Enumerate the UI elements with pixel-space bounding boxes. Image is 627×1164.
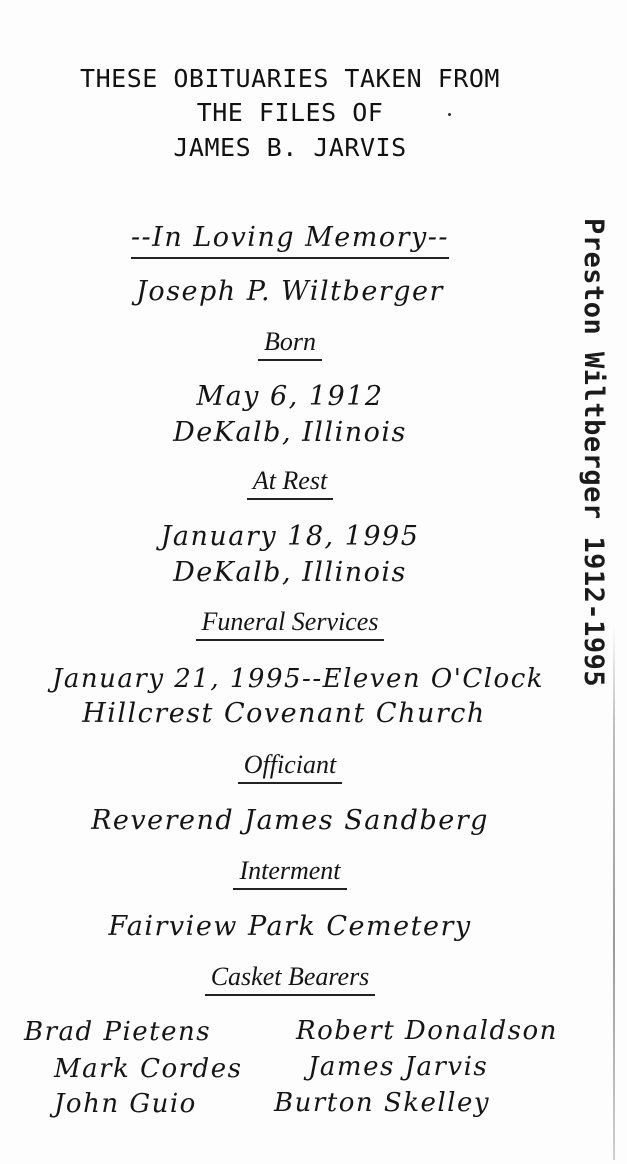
header-line-3: JAMES B. JARVIS [173, 133, 407, 162]
bearer-name: John Guio [54, 1089, 197, 1119]
born-date: May 6, 1912 [196, 381, 384, 412]
bearer-name: James Jarvis [308, 1052, 489, 1082]
interment-heading-text: Interment [233, 856, 346, 890]
born-heading [0, 327, 580, 361]
rest-heading-text: At Rest [247, 466, 333, 500]
bearer-name: Mark Cordes [54, 1054, 243, 1084]
officiant-heading [0, 750, 580, 784]
funeral-heading-text: Funeral Services [196, 607, 385, 641]
interment-place: Fairview Park Cemetery [108, 911, 472, 942]
rest-date: January 18, 1995 [160, 521, 420, 552]
bearer-name: Burton Skelley [274, 1088, 491, 1118]
paper-edge-line [613, 620, 615, 1160]
bearer-name: Robert Donaldson [296, 1016, 558, 1046]
bearers-heading-text: Casket Bearers [205, 962, 376, 996]
born-place: DeKalb, Illinois [173, 417, 407, 448]
born-heading-text: Born [258, 327, 322, 361]
bearer-name: Brad Pietens [24, 1017, 212, 1047]
funeral-place: Hillcrest Covenant Church [82, 698, 486, 729]
speck-mark [448, 113, 451, 116]
header-line-2: THE FILES OF [196, 98, 384, 127]
memorial-title [0, 222, 580, 259]
bearers-heading [0, 962, 580, 996]
header-line-1: THESE OBITUARIES TAKEN FROM [80, 64, 500, 93]
interment-heading [0, 856, 580, 890]
memorial-title-text: --In Loving Memory-- [131, 222, 449, 259]
funeral-heading [0, 607, 580, 641]
rest-place: DeKalb, Illinois [173, 557, 407, 588]
officiant-name: Reverend James Sandberg [91, 805, 489, 836]
funeral-time: January 21, 1995--Eleven O'Clock [51, 664, 545, 694]
deceased-name: Joseph P. Wiltberger [136, 276, 444, 307]
rest-heading [0, 466, 580, 500]
officiant-heading-text: Officiant [238, 750, 342, 784]
side-annotation: Preston Wiltberger 1912-1995 [578, 218, 609, 688]
